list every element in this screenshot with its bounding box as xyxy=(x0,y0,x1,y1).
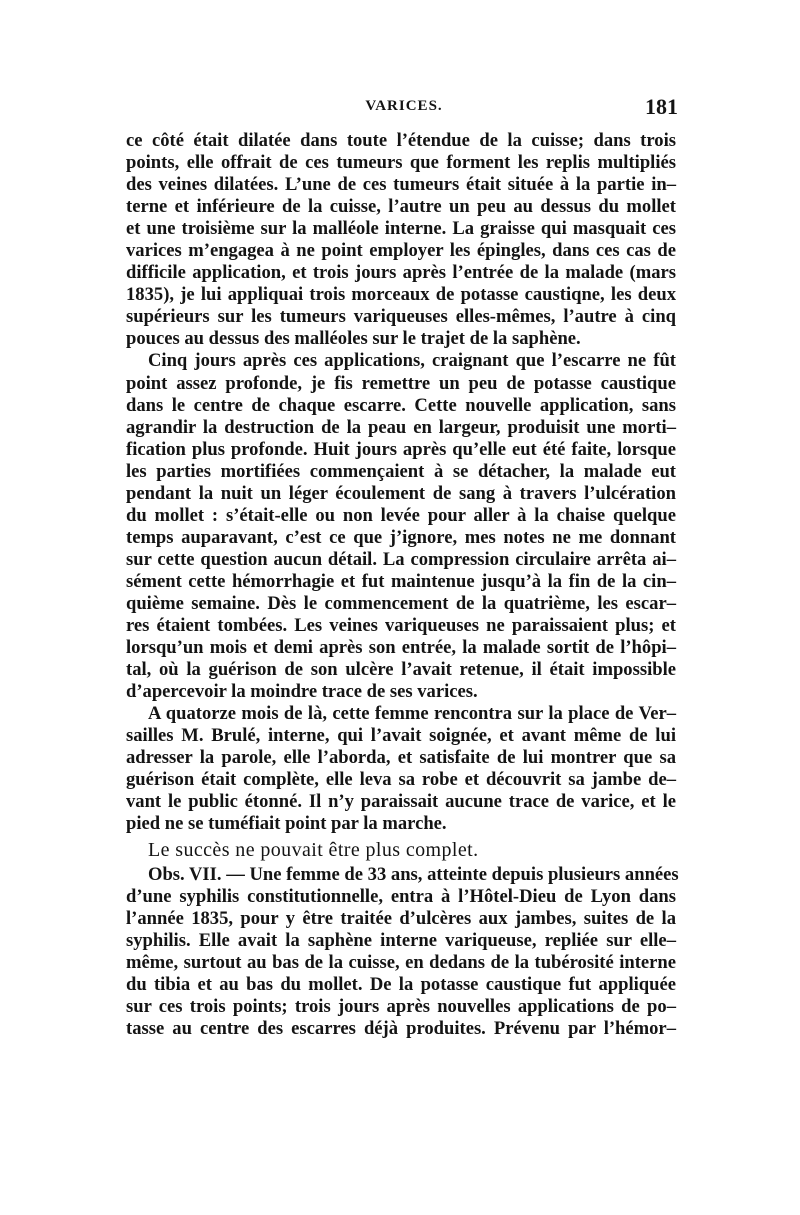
text-line: ce côté était dilatée dans toute l’étendue de la cuisse; dans trois xyxy=(126,130,676,151)
text-line: temps auparavant, c’est ce que j’ignore, mes notes ne me donnant xyxy=(126,526,676,548)
text-line: du mollet : s’était-elle ou non levée pour aller à la chaise quelque xyxy=(126,504,676,526)
text-line: Obs. VII. — Une femme de 33 ans, atteinte depuis plusieurs années xyxy=(148,863,679,885)
text-line: et une troisième sur la malléole interne. La graisse qui masquait ces xyxy=(126,218,676,240)
text-line: les parties mortifiées commençaient à se détacher, la malade eut xyxy=(126,460,676,482)
page-number: 181 xyxy=(645,94,678,119)
text-line: guérison était complète, elle leva sa robe et découvrit sa jambe de– xyxy=(126,769,676,791)
text-line: sailles M. Brulé, interne, qui l’avait soignée, et avant même de lui xyxy=(126,725,676,747)
text-line: tal, où la guérison de son ulcère l’avait retenue, il était impossible xyxy=(126,659,676,681)
text-line: pendant la nuit un léger écoulement de sang à travers l’ulcération xyxy=(126,482,676,504)
text-line: point assez profonde, je fis remettre un peu de potasse caustique xyxy=(126,372,676,394)
text-line: vant le public étonné. Il n’y paraissait aucune trace de varice, et le xyxy=(126,791,676,813)
body-text xyxy=(126,130,679,1040)
text-line: points, elle offrait de ces tumeurs que forment les replis multipliés xyxy=(126,152,676,174)
text-line: A quatorze mois de là, cette femme rencontra sur la place de Ver– xyxy=(148,703,676,725)
text-line: sur cette question aucun détail. La compression circulaire arrêta ai– xyxy=(126,548,676,570)
text-line: syphilis. Elle avait la saphène interne variqueuse, repliée sur elle– xyxy=(126,929,676,951)
text-line: sément cette hémorrhagie et fut maintenue jusqu’à la fin de la cin– xyxy=(126,570,676,592)
page-header xyxy=(130,96,678,124)
text-line: du tibia et au bas du mollet. De la potasse caustique fut appliquée xyxy=(126,973,676,995)
text-line: d’une syphilis constitutionnelle, entra à l’Hôtel-Dieu de Lyon dans xyxy=(126,885,676,907)
text-line: sur ces trois points; trois jours après nouvelles applications de po– xyxy=(126,995,676,1017)
text-line: pied ne se tuméfiait point par la marche. xyxy=(126,813,447,835)
text-line: 1835), je lui appliquai trois morceaux de potasse caustiqne, les deux xyxy=(126,284,676,306)
text-line: supérieurs sur les tumeurs variqueuses elles-mêmes, l’autre à cinq xyxy=(126,306,676,328)
text-line: res étaient tombées. Les veines variqueuses ne paraissaient plus; et xyxy=(126,615,676,637)
text-line: l’année 1835, pour y être traitée d’ulcères aux jambes, suites de la xyxy=(126,907,676,929)
text-line: terne et inférieure de la cuisse, l’autre un peu au dessus du mollet xyxy=(126,196,676,218)
text-line: quième semaine. Dès le commencement de la quatrième, les escar– xyxy=(126,592,676,614)
text-line: des veines dilatées. L’une de ces tumeurs était située à la partie in– xyxy=(126,174,676,196)
running-head: VARICES. xyxy=(365,98,443,114)
text-line: lorsqu’un mois et demi après son entrée, la malade sortit de l’hôpi– xyxy=(126,637,676,659)
text-line: tasse au centre des escarres déjà produites. Prévenu par l’hémor– xyxy=(126,1017,676,1039)
text-line: varices m’engagea à ne point employer les épingles, dans ces cas de xyxy=(126,240,676,262)
text-line: adresser la parole, elle l’aborda, et satisfaite de lui montrer que sa xyxy=(126,747,676,769)
text-line: même, surtout au bas de la cuisse, en dedans de la tubérosité interne xyxy=(126,951,676,973)
text-line: Cinq jours après ces applications, craignant que l’escarre ne fût xyxy=(148,350,676,372)
text-line: fication plus profonde. Huit jours après qu’elle eut été faite, lorsque xyxy=(126,438,676,460)
text-line: d’apercevoir la moindre trace de ses varices. xyxy=(126,681,478,703)
text-line: Le succès ne pouvait être plus complet. xyxy=(148,838,479,861)
text-line: difficile application, et trois jours après l’entrée de la malade (mars xyxy=(126,262,676,284)
text-line: agrandir la destruction de la peau en largeur, produisit une morti– xyxy=(126,416,676,438)
text-line: dans le centre de chaque escarre. Cette nouvelle application, sans xyxy=(126,394,676,416)
text-line: pouces au dessus des malléoles sur le trajet de la saphène. xyxy=(126,328,581,350)
